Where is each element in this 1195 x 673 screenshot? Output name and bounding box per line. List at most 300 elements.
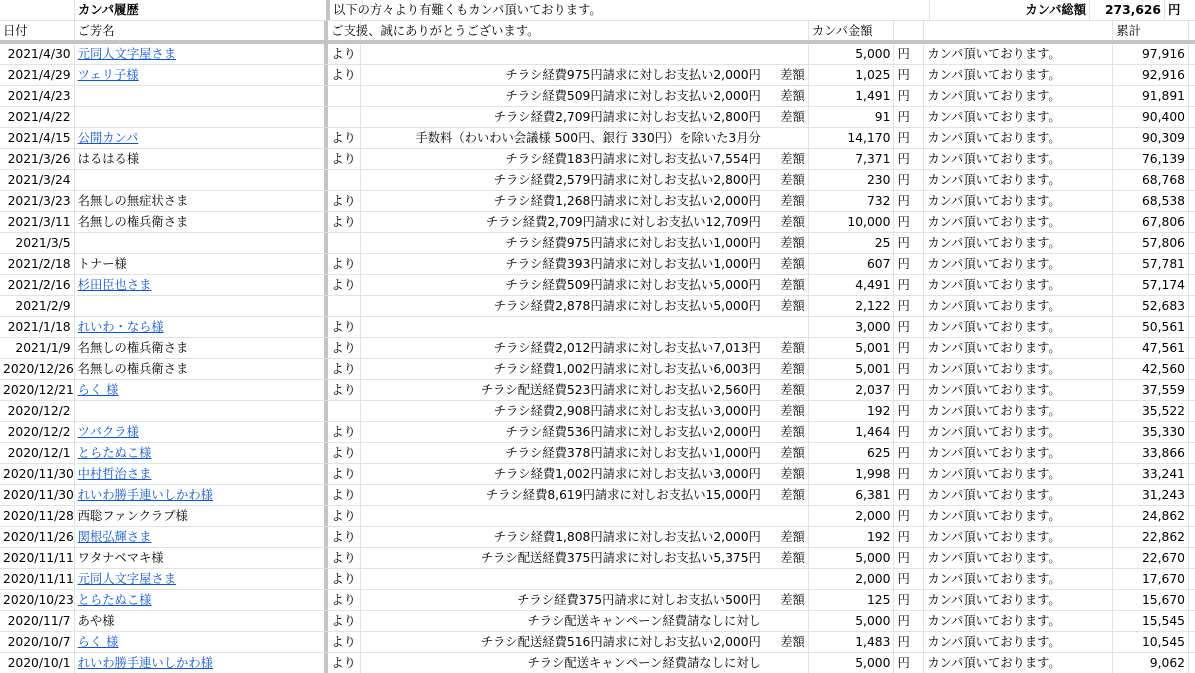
empty-cell[interactable]: [1189, 107, 1195, 127]
note-cell[interactable]: [361, 170, 809, 190]
date-cell[interactable]: 2021/4/23: [0, 86, 75, 106]
status-cell[interactable]: カンパ頂いております。: [924, 506, 1113, 526]
yen-cell[interactable]: 円: [894, 527, 924, 547]
yen-cell[interactable]: 円: [894, 149, 924, 169]
from-cell[interactable]: [328, 44, 361, 64]
name-cell[interactable]: [75, 632, 329, 652]
name-cell[interactable]: [75, 443, 329, 463]
total-unit[interactable]: 円: [1168, 3, 1181, 17]
cell-i2[interactable]: [1189, 21, 1195, 40]
date-cell[interactable]: 2021/1/18: [0, 317, 75, 337]
cumulative-cell[interactable]: 47,561: [1113, 338, 1189, 358]
from-cell[interactable]: [328, 65, 361, 85]
from-cell[interactable]: [328, 611, 361, 631]
cumulative-cell[interactable]: 9,062: [1113, 653, 1189, 673]
date-cell[interactable]: 2020/12/26: [0, 359, 75, 379]
cell-f2[interactable]: [894, 21, 924, 40]
cumulative-cell[interactable]: 37,559: [1113, 380, 1189, 400]
donor-link[interactable]: とらたぬこ様: [77, 593, 152, 607]
date-cell[interactable]: 2020/12/21: [0, 380, 75, 400]
from-cell[interactable]: [328, 632, 361, 652]
empty-cell[interactable]: [1189, 44, 1195, 64]
status-cell[interactable]: カンパ頂いております。: [924, 380, 1113, 400]
donor-link[interactable]: ツバクラ様: [77, 425, 139, 439]
note-cell[interactable]: [361, 380, 809, 400]
yen-cell[interactable]: 円: [894, 275, 924, 295]
from-cell[interactable]: [328, 275, 361, 295]
name-cell[interactable]: [75, 422, 329, 442]
status-cell[interactable]: カンパ頂いております。: [924, 149, 1113, 169]
cumulative-cell[interactable]: 33,241: [1113, 464, 1189, 484]
note-cell[interactable]: [361, 86, 809, 106]
status-cell[interactable]: カンパ頂いております。: [924, 65, 1113, 85]
amount-cell[interactable]: 91: [809, 107, 895, 127]
empty-cell[interactable]: [1189, 401, 1195, 421]
yen-cell[interactable]: 円: [894, 254, 924, 274]
from-cell[interactable]: [328, 296, 361, 316]
amount-cell[interactable]: 5,000: [809, 44, 895, 64]
cumulative-cell[interactable]: 57,174: [1113, 275, 1189, 295]
date-cell[interactable]: 2021/3/23: [0, 191, 75, 211]
note-cell[interactable]: [361, 611, 809, 631]
empty-cell[interactable]: [1189, 485, 1195, 505]
yen-cell[interactable]: 円: [894, 191, 924, 211]
yen-cell[interactable]: 円: [894, 233, 924, 253]
amount-cell[interactable]: 125: [809, 590, 895, 610]
cell-d2[interactable]: [361, 21, 809, 40]
name-cell[interactable]: [75, 380, 329, 400]
name-cell[interactable]: [75, 254, 329, 274]
donor-link[interactable]: 元同人文字屋さま: [77, 47, 177, 61]
amount-cell[interactable]: 5,000: [809, 548, 895, 568]
from-cell[interactable]: [328, 548, 361, 568]
date-cell[interactable]: 2021/4/22: [0, 107, 75, 127]
yen-cell[interactable]: 円: [894, 317, 924, 337]
date-cell[interactable]: 2021/2/9: [0, 296, 75, 316]
donor-link[interactable]: れいわ勝手連いしかわ様: [77, 488, 213, 502]
cumulative-cell[interactable]: 31,243: [1113, 485, 1189, 505]
from-cell[interactable]: [328, 107, 361, 127]
date-cell[interactable]: 2021/3/5: [0, 233, 75, 253]
yen-cell[interactable]: 円: [894, 86, 924, 106]
name-cell[interactable]: [75, 212, 329, 232]
status-cell[interactable]: カンパ頂いております。: [924, 86, 1113, 106]
note-cell[interactable]: [361, 107, 809, 127]
empty-cell[interactable]: [1189, 653, 1195, 673]
status-cell[interactable]: カンパ頂いております。: [924, 107, 1113, 127]
cumulative-cell[interactable]: 42,560: [1113, 359, 1189, 379]
note-cell[interactable]: [361, 338, 809, 358]
name-cell[interactable]: [75, 359, 329, 379]
amount-cell[interactable]: 625: [809, 443, 895, 463]
status-cell[interactable]: カンパ頂いております。: [924, 611, 1113, 631]
amount-cell[interactable]: 3,000: [809, 317, 895, 337]
empty-cell[interactable]: [1189, 359, 1195, 379]
date-cell[interactable]: 2021/1/9: [0, 338, 75, 358]
note-cell[interactable]: [361, 296, 809, 316]
cumulative-cell[interactable]: 91,891: [1113, 86, 1189, 106]
amount-cell[interactable]: 192: [809, 401, 895, 421]
date-cell[interactable]: 2020/10/7: [0, 632, 75, 652]
amount-cell[interactable]: 1,483: [809, 632, 895, 652]
yen-cell[interactable]: 円: [894, 212, 924, 232]
note-cell[interactable]: [361, 191, 809, 211]
name-cell[interactable]: [75, 464, 329, 484]
cumulative-cell[interactable]: 67,806: [1113, 212, 1189, 232]
cumulative-cell[interactable]: 22,670: [1113, 548, 1189, 568]
name-cell[interactable]: [75, 44, 329, 64]
from-cell[interactable]: [328, 569, 361, 589]
empty-cell[interactable]: [1189, 611, 1195, 631]
yen-cell[interactable]: 円: [894, 401, 924, 421]
from-cell[interactable]: [328, 149, 361, 169]
date-cell[interactable]: 2021/3/26: [0, 149, 75, 169]
name-cell[interactable]: [75, 485, 329, 505]
from-cell[interactable]: [328, 443, 361, 463]
yen-cell[interactable]: 円: [894, 128, 924, 148]
note-cell[interactable]: [361, 506, 809, 526]
empty-cell[interactable]: [1189, 275, 1195, 295]
status-cell[interactable]: カンパ頂いております。: [924, 359, 1113, 379]
yen-cell[interactable]: 円: [894, 422, 924, 442]
note-cell[interactable]: [361, 65, 809, 85]
from-cell[interactable]: [328, 464, 361, 484]
date-cell[interactable]: 2020/11/28: [0, 506, 75, 526]
empty-cell[interactable]: [1189, 128, 1195, 148]
note-cell[interactable]: [361, 149, 809, 169]
date-cell[interactable]: 2020/11/30: [0, 485, 75, 505]
from-cell[interactable]: [328, 527, 361, 547]
date-header[interactable]: 日付: [0, 21, 75, 40]
status-cell[interactable]: カンパ頂いております。: [924, 212, 1113, 232]
note-cell[interactable]: [361, 527, 809, 547]
from-cell[interactable]: [328, 317, 361, 337]
cumulative-cell[interactable]: 35,330: [1113, 422, 1189, 442]
amount-cell[interactable]: 192: [809, 527, 895, 547]
date-cell[interactable]: 2021/4/29: [0, 65, 75, 85]
date-cell[interactable]: 2021/3/24: [0, 170, 75, 190]
name-cell[interactable]: [75, 611, 329, 631]
donor-link[interactable]: らく 様: [77, 383, 119, 397]
donor-link[interactable]: 中村哲治さま: [77, 467, 152, 481]
status-cell[interactable]: カンパ頂いております。: [924, 170, 1113, 190]
status-cell[interactable]: カンパ頂いております。: [924, 485, 1113, 505]
status-cell[interactable]: カンパ頂いております。: [924, 422, 1113, 442]
empty-cell[interactable]: [1189, 548, 1195, 568]
empty-cell[interactable]: [1189, 212, 1195, 232]
date-cell[interactable]: 2021/3/11: [0, 212, 75, 232]
note-cell[interactable]: [361, 317, 809, 337]
note-cell[interactable]: [361, 632, 809, 652]
from-cell[interactable]: [328, 212, 361, 232]
note-cell[interactable]: [361, 422, 809, 442]
status-cell[interactable]: カンパ頂いております。: [924, 254, 1113, 274]
amount-cell[interactable]: 10,000: [809, 212, 895, 232]
date-cell[interactable]: 2020/11/7: [0, 611, 75, 631]
note-cell[interactable]: [361, 590, 809, 610]
date-cell[interactable]: 2021/2/16: [0, 275, 75, 295]
name-cell[interactable]: [75, 569, 329, 589]
status-cell[interactable]: カンパ頂いております。: [924, 443, 1113, 463]
name-cell[interactable]: [75, 401, 329, 421]
status-cell[interactable]: カンパ頂いております。: [924, 590, 1113, 610]
from-cell[interactable]: [328, 590, 361, 610]
note-cell[interactable]: [361, 212, 809, 232]
cumulative-cell[interactable]: 17,670: [1113, 569, 1189, 589]
status-cell[interactable]: カンパ頂いております。: [924, 527, 1113, 547]
cumulative-cell[interactable]: 68,538: [1113, 191, 1189, 211]
thanks-header[interactable]: [328, 21, 540, 40]
name-cell[interactable]: [75, 506, 329, 526]
status-cell[interactable]: カンパ頂いております。: [924, 653, 1113, 673]
cell-a1[interactable]: [0, 0, 75, 20]
yen-cell[interactable]: 円: [894, 107, 924, 127]
yen-cell[interactable]: 円: [894, 632, 924, 652]
status-cell[interactable]: カンパ頂いております。: [924, 44, 1113, 64]
empty-cell[interactable]: [1189, 527, 1195, 547]
donor-link[interactable]: れいわ勝手連いしかわ様: [77, 656, 213, 670]
status-cell[interactable]: カンパ頂いております。: [924, 569, 1113, 589]
yen-cell[interactable]: 円: [894, 380, 924, 400]
yen-cell[interactable]: 円: [894, 359, 924, 379]
name-cell[interactable]: [75, 590, 329, 610]
donor-link[interactable]: 杉田臣也さま: [77, 278, 152, 292]
yen-cell[interactable]: 円: [894, 170, 924, 190]
total-label[interactable]: カンパ総額: [930, 0, 1090, 20]
status-cell[interactable]: カンパ頂いております。: [924, 317, 1113, 337]
empty-cell[interactable]: [1189, 422, 1195, 442]
status-cell[interactable]: カンパ頂いております。: [924, 464, 1113, 484]
yen-cell[interactable]: 円: [894, 65, 924, 85]
status-cell[interactable]: カンパ頂いております。: [924, 233, 1113, 253]
name-cell[interactable]: [75, 317, 329, 337]
cumulative-cell[interactable]: 15,545: [1113, 611, 1189, 631]
yen-cell[interactable]: 円: [894, 464, 924, 484]
donor-link[interactable]: 関根弘輝さま: [77, 530, 152, 544]
cumulative-cell[interactable]: 90,400: [1113, 107, 1189, 127]
empty-cell[interactable]: [1189, 86, 1195, 106]
cumulative-cell[interactable]: 35,522: [1113, 401, 1189, 421]
name-header[interactable]: ご芳名: [75, 21, 329, 40]
amount-cell[interactable]: 2,122: [809, 296, 895, 316]
cumulative-cell[interactable]: 50,561: [1113, 317, 1189, 337]
cumulative-cell[interactable]: 22,862: [1113, 527, 1189, 547]
yen-cell[interactable]: 円: [894, 44, 924, 64]
cumulative-cell[interactable]: 57,806: [1113, 233, 1189, 253]
note-cell[interactable]: [361, 653, 809, 673]
from-cell[interactable]: [328, 506, 361, 526]
status-cell[interactable]: カンパ頂いております。: [924, 275, 1113, 295]
empty-cell[interactable]: [1189, 149, 1195, 169]
name-cell[interactable]: [75, 65, 329, 85]
yen-cell[interactable]: 円: [894, 548, 924, 568]
amount-cell[interactable]: 25: [809, 233, 895, 253]
amount-cell[interactable]: 732: [809, 191, 895, 211]
header-note[interactable]: [330, 0, 602, 20]
yen-cell[interactable]: 円: [894, 485, 924, 505]
date-cell[interactable]: 2020/10/23: [0, 590, 75, 610]
empty-cell[interactable]: [1189, 170, 1195, 190]
amount-cell[interactable]: 230: [809, 170, 895, 190]
cumulative-cell[interactable]: 68,768: [1113, 170, 1189, 190]
empty-cell[interactable]: [1189, 380, 1195, 400]
amount-cell[interactable]: 5,000: [809, 611, 895, 631]
amount-cell[interactable]: 1,464: [809, 422, 895, 442]
yen-cell[interactable]: 円: [894, 443, 924, 463]
from-cell[interactable]: [328, 191, 361, 211]
from-cell[interactable]: [328, 233, 361, 253]
cumulative-cell[interactable]: 33,866: [1113, 443, 1189, 463]
from-cell[interactable]: [328, 653, 361, 673]
from-cell[interactable]: [328, 380, 361, 400]
donor-link[interactable]: 公開カンパ: [77, 131, 139, 145]
cumulative-cell[interactable]: 15,670: [1113, 590, 1189, 610]
date-cell[interactable]: 2021/4/15: [0, 128, 75, 148]
note-cell[interactable]: [361, 359, 809, 379]
name-cell[interactable]: [75, 548, 329, 568]
amount-cell[interactable]: 4,491: [809, 275, 895, 295]
name-cell[interactable]: [75, 653, 329, 673]
note-cell[interactable]: [361, 128, 809, 148]
sheet-title[interactable]: カンパ履歴: [75, 0, 330, 20]
note-cell[interactable]: [361, 401, 809, 421]
name-cell[interactable]: [75, 107, 329, 127]
date-cell[interactable]: 2020/12/1: [0, 443, 75, 463]
cumulative-cell[interactable]: 76,139: [1113, 149, 1189, 169]
note-cell[interactable]: [361, 275, 809, 295]
donor-link[interactable]: れいわ・なら様: [77, 320, 164, 334]
name-cell[interactable]: [75, 338, 329, 358]
cumulative-cell[interactable]: 97,916: [1113, 44, 1189, 64]
from-cell[interactable]: [328, 254, 361, 274]
date-cell[interactable]: 2020/11/30: [0, 464, 75, 484]
cell-d1[interactable]: [363, 0, 930, 20]
name-cell[interactable]: [75, 296, 329, 316]
empty-cell[interactable]: [1189, 191, 1195, 211]
status-cell[interactable]: カンパ頂いております。: [924, 191, 1113, 211]
name-cell[interactable]: [75, 86, 329, 106]
from-cell[interactable]: [328, 359, 361, 379]
yen-cell[interactable]: 円: [894, 506, 924, 526]
status-cell[interactable]: カンパ頂いております。: [924, 632, 1113, 652]
cumulative-cell[interactable]: 52,683: [1113, 296, 1189, 316]
note-cell[interactable]: [361, 485, 809, 505]
amount-cell[interactable]: 14,170: [809, 128, 895, 148]
date-cell[interactable]: 2020/11/11: [0, 548, 75, 568]
yen-cell[interactable]: 円: [894, 338, 924, 358]
amount-cell[interactable]: 2,000: [809, 569, 895, 589]
empty-cell[interactable]: [1189, 443, 1195, 463]
note-cell[interactable]: [361, 548, 809, 568]
note-cell[interactable]: [361, 464, 809, 484]
cumulative-cell[interactable]: 57,781: [1113, 254, 1189, 274]
amount-cell[interactable]: 5,001: [809, 359, 895, 379]
empty-cell[interactable]: [1189, 296, 1195, 316]
from-cell[interactable]: [328, 86, 361, 106]
date-cell[interactable]: 2020/12/2: [0, 422, 75, 442]
empty-cell[interactable]: [1189, 317, 1195, 337]
yen-cell[interactable]: 円: [894, 653, 924, 673]
name-cell[interactable]: [75, 233, 329, 253]
cell-g2[interactable]: [924, 21, 1113, 40]
status-cell[interactable]: カンパ頂いております。: [924, 548, 1113, 568]
cumulative-cell[interactable]: 24,862: [1113, 506, 1189, 526]
date-cell[interactable]: 2020/11/11: [0, 569, 75, 589]
empty-cell[interactable]: [1189, 506, 1195, 526]
from-cell[interactable]: [328, 401, 361, 421]
amount-cell[interactable]: 2,000: [809, 506, 895, 526]
empty-cell[interactable]: [1189, 590, 1195, 610]
amount-header[interactable]: カンパ金額: [809, 21, 895, 40]
status-cell[interactable]: カンパ頂いております。: [924, 401, 1113, 421]
donor-link[interactable]: 元同人文字屋さま: [77, 572, 177, 586]
cumulative-header[interactable]: 累計: [1113, 21, 1189, 40]
name-cell[interactable]: [75, 275, 329, 295]
donor-link[interactable]: ツェリ子様: [77, 68, 139, 82]
empty-cell[interactable]: [1189, 569, 1195, 589]
donor-link[interactable]: とらたぬこ様: [77, 446, 152, 460]
status-cell[interactable]: カンパ頂いております。: [924, 338, 1113, 358]
from-cell[interactable]: [328, 128, 361, 148]
empty-cell[interactable]: [1189, 464, 1195, 484]
note-cell[interactable]: [361, 233, 809, 253]
amount-cell[interactable]: 1,998: [809, 464, 895, 484]
amount-cell[interactable]: 607: [809, 254, 895, 274]
name-cell[interactable]: [75, 191, 329, 211]
date-cell[interactable]: 2020/11/26: [0, 527, 75, 547]
amount-cell[interactable]: 1,491: [809, 86, 895, 106]
name-cell[interactable]: [75, 170, 329, 190]
amount-cell[interactable]: 1,025: [809, 65, 895, 85]
amount-cell[interactable]: 6,381: [809, 485, 895, 505]
empty-cell[interactable]: [1189, 338, 1195, 358]
empty-cell[interactable]: [1189, 233, 1195, 253]
date-cell[interactable]: 2021/4/30: [0, 44, 75, 64]
date-cell[interactable]: 2020/10/1: [0, 653, 75, 673]
from-cell[interactable]: [328, 338, 361, 358]
name-cell[interactable]: [75, 527, 329, 547]
empty-cell[interactable]: [1189, 254, 1195, 274]
note-cell[interactable]: [361, 443, 809, 463]
date-cell[interactable]: 2021/2/18: [0, 254, 75, 274]
status-cell[interactable]: カンパ頂いております。: [924, 128, 1113, 148]
from-cell[interactable]: [328, 422, 361, 442]
date-cell[interactable]: 2020/12/2: [0, 401, 75, 421]
total-value[interactable]: 273,626: [1090, 0, 1165, 20]
empty-cell[interactable]: [1189, 632, 1195, 652]
note-cell[interactable]: [361, 254, 809, 274]
amount-cell[interactable]: 2,037: [809, 380, 895, 400]
donor-link[interactable]: らく 様: [77, 635, 119, 649]
note-cell[interactable]: [361, 44, 809, 64]
amount-cell[interactable]: 5,000: [809, 653, 895, 673]
yen-cell[interactable]: 円: [894, 590, 924, 610]
from-cell[interactable]: [328, 485, 361, 505]
empty-cell[interactable]: [1189, 65, 1195, 85]
amount-cell[interactable]: 5,001: [809, 338, 895, 358]
name-cell[interactable]: [75, 149, 329, 169]
yen-cell[interactable]: 円: [894, 296, 924, 316]
cumulative-cell[interactable]: 10,545: [1113, 632, 1189, 652]
name-cell[interactable]: [75, 128, 329, 148]
cumulative-cell[interactable]: 92,916: [1113, 65, 1189, 85]
cumulative-cell[interactable]: 90,309: [1113, 128, 1189, 148]
yen-cell[interactable]: 円: [894, 611, 924, 631]
amount-cell[interactable]: 7,371: [809, 149, 895, 169]
from-cell[interactable]: [328, 170, 361, 190]
note-cell[interactable]: [361, 569, 809, 589]
yen-cell[interactable]: 円: [894, 569, 924, 589]
